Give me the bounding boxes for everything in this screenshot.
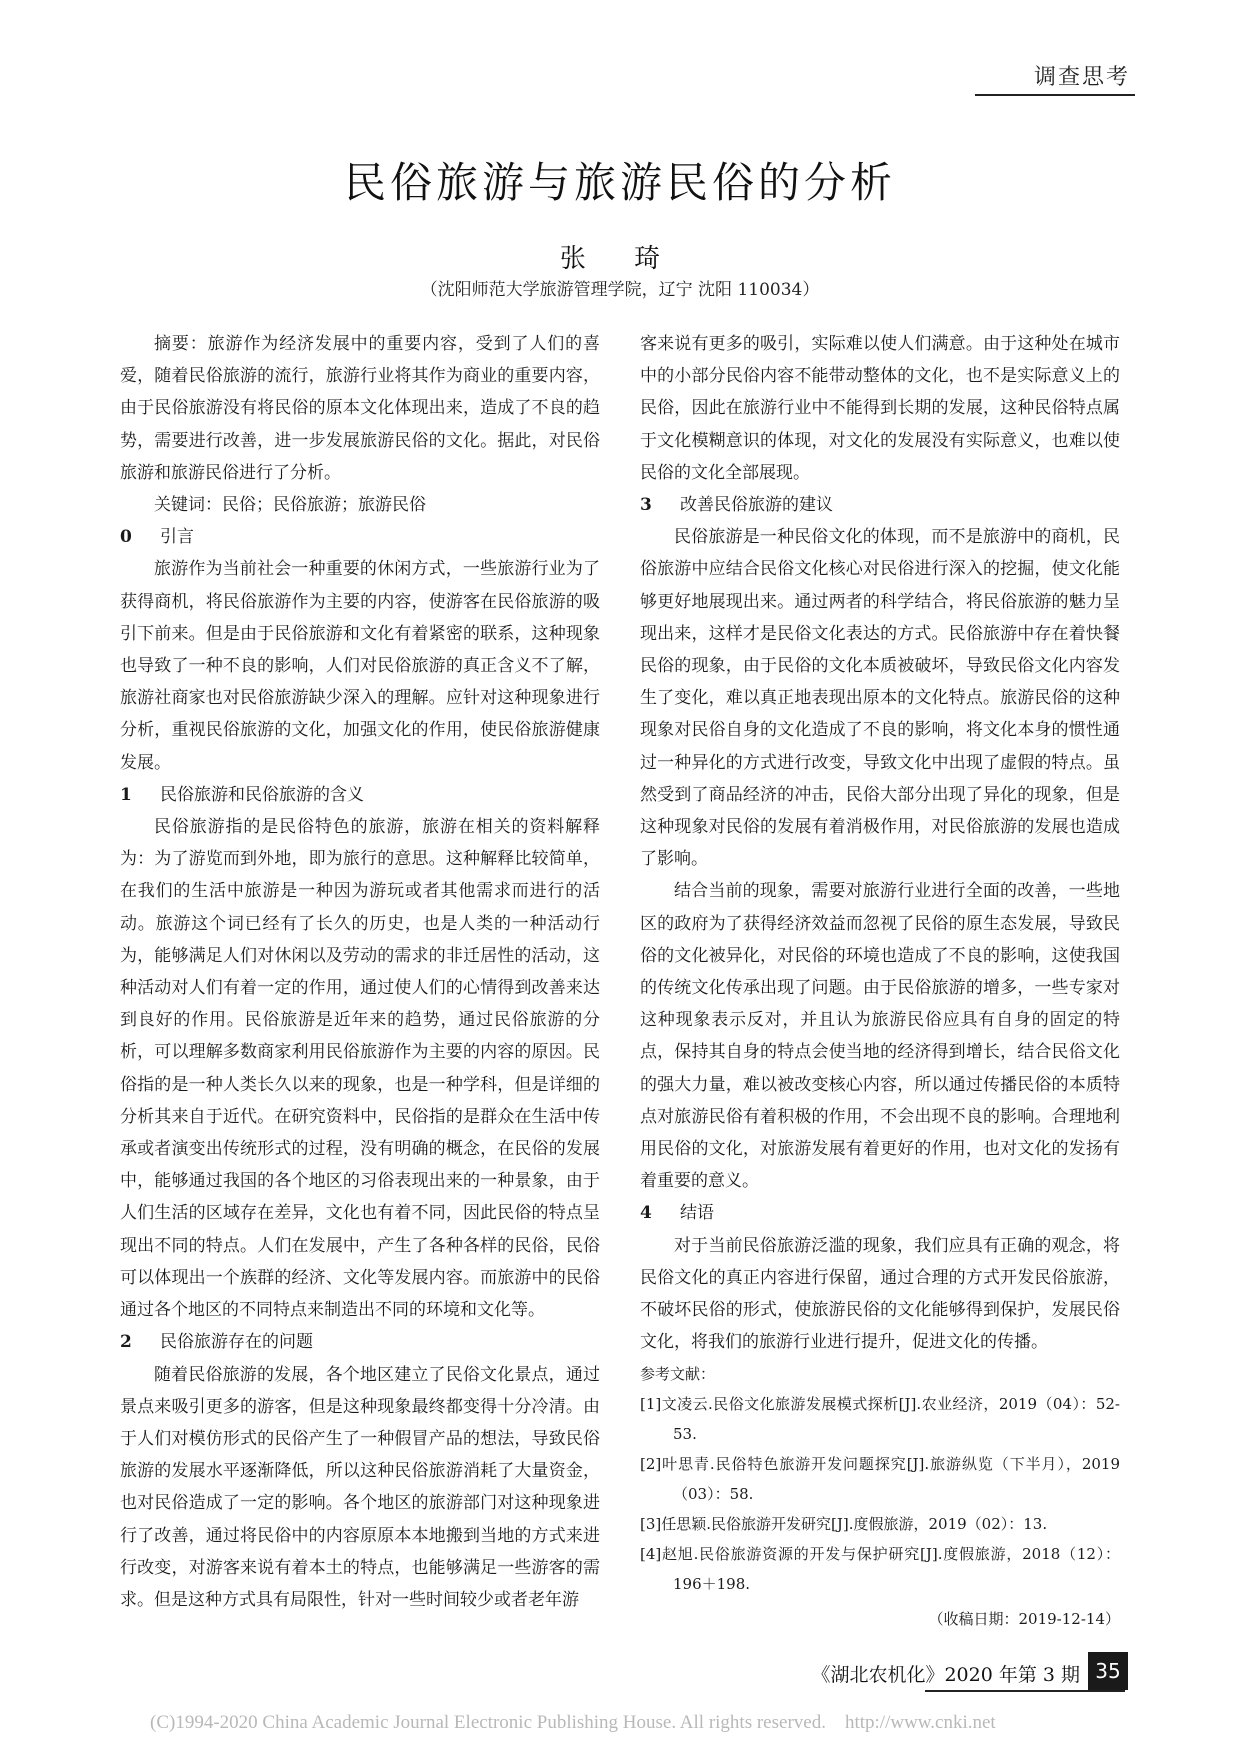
section-rule <box>975 94 1135 96</box>
section-paragraph-continued: 客来说有更多的吸引，实际难以使人们满意。由于这种处在城市中的小部分民俗内容不能带动整体的文化，也不是实际意义上的民俗，因此在旅游行业中不能得到长期的发展，这种民俗特点属于文化模糊意识的体现，对文化的发展没有实际意义，也难以使民俗的文化全部展现。 <box>640 334 1120 483</box>
section-heading-1 <box>120 779 600 811</box>
page-number: 35 <box>1088 1652 1128 1690</box>
section-title: 引言 <box>160 527 194 548</box>
article-title: 民俗旅游与旅游民俗的分析 <box>343 158 896 207</box>
references-heading: 参考文献： <box>640 1364 716 1383</box>
section-number: 0 <box>120 527 132 548</box>
section-paragraph: 民俗旅游指的是民俗特色的旅游，旅游在相关的资料解释为：为了游览而到外地，即为旅行的意思。这种解释比较简单，在我们的生活中旅游是一种因为游玩或者其他需求而进行的活动。旅游这个词已经有了长久的历史，也是人类的一种活动行为，能够满足人们对休闲以及劳动的需求的非迁居性的活动，这种活动对人们有着一定的作用，通过使人们的心情得到改善来达到良好的作用。民俗旅游是近年来的趋势，通过民俗旅游的分析，可以理解多数商家利用民俗旅游作为主要的内容的原因。民俗指的是一种人类长久以来的现象，也是一种学科，但是详细的分析其来自于近代。在研究资料中，民俗指的是群众在生活中传承或者演变出传统形式的过程，没有明确的概念，在民俗的发展中，能够通过我国的各个地区的习俗表现出来的一种景象，由于人们生活的区域存在差异，文化也有着不同，因此民俗的特点呈现出不同的特点。人们在发展中，产生了各种各样的民俗，民俗可以体现出一个族群的经济、文化等发展内容。而旅游中的民俗通过各个地区的不同特点来制造出不同的环境和文化等。 <box>120 817 600 1321</box>
author-affiliation: （沈阳师范大学旅游管理学院，辽宁 沈阳 110034） <box>420 280 820 300</box>
author-name: 张 琦 <box>559 244 681 274</box>
section-tag: 调查思考 <box>1033 65 1130 90</box>
reference-item: [1]文凌云.民俗文化旅游发展模式探析[J].农业经济，2019（04）：52-53. <box>640 1394 1120 1443</box>
section-paragraph: 旅游作为当前社会一种重要的休闲方式，一些旅游行业为了获得商机，将民俗旅游作为主要的内容，使游客在民俗旅游的吸引下前来。但是由于民俗旅游和文化有着紧密的联系，这种现象也导致了一种不良的影响，人们对民俗旅游的真正含义不了解，旅游社商家也对民俗旅游缺少深入的理解。应针对这种现象进行分析，重视民俗旅游的文化，加强文化的作用，使民俗旅游健康发展。 <box>120 559 600 773</box>
section-title: 民俗旅游和民俗旅游的含义 <box>160 784 364 805</box>
section-heading-3 <box>640 489 1120 521</box>
section-title: 结语 <box>680 1203 714 1224</box>
section-paragraph-split: 随着民俗旅游的发展，各个地区建立了民俗文化景点，通过景点来吸引更多的游客，但是这种现象最终都变得十分冷清。由于人们对模仿形式的民俗产生了一种假冒产品的想法，导致民俗旅游的发展水平逐渐降低，所以这种民俗旅游消耗了大量资金，也对民俗造成了一定的影响。各个地区的旅游部门对这种现象进行了改善，通过将民俗中的内容原原本本地搬到当地的方式来进行改变，对游客来说有着本土的特点，也能够满足一些游客的需求。但是这种方式具有局限性，针对一些时间较少或者老年游 <box>120 1364 600 1610</box>
section-heading-4 <box>640 1197 1120 1229</box>
section-number: 2 <box>120 1332 132 1353</box>
section-number: 3 <box>640 495 652 516</box>
section-number: 1 <box>120 784 132 805</box>
right-column <box>640 328 1120 1635</box>
received-date: （收稿日期：2019-12-14） <box>928 1609 1120 1628</box>
reference-item: [2]叶思青.民俗特色旅游开发问题探究[J].旅游纵览（下半月），2019（03）：58. <box>640 1454 1120 1503</box>
section-heading-2 <box>120 1326 600 1358</box>
journal-footer: 《湖北农机化》2020 年第 3 期 <box>811 1664 1080 1686</box>
footer-rule <box>925 1690 1125 1692</box>
reference-item: [3]任思颖.民俗旅游开发研究[J].度假旅游，2019（02）：13. <box>640 1514 1048 1533</box>
abstract: 摘要：旅游作为经济发展中的重要内容，受到了人们的喜爱，随着民俗旅游的流行，旅游行业将其作为商业的重要内容，由于民俗旅游没有将民俗的原本文化体现出来，造成了不良的趋势，需要进行改善，进一步发展旅游民俗的文化。据此，对民俗旅游和旅游民俗进行了分析。 <box>120 334 600 483</box>
section-title: 改善民俗旅游的建议 <box>680 495 833 516</box>
keywords: 关键词：民俗；民俗旅游；旅游民俗 <box>154 495 426 516</box>
section-paragraph: 民俗旅游是一种民俗文化的体现，而不是旅游中的商机，民俗旅游中应结合民俗文化核心对民俗进行深入的挖掘，使文化能够更好地展现出来。通过两者的科学结合，将民俗旅游的魅力呈现出来，这样才是民俗文化表达的方式。民俗旅游中存在着快餐民俗的现象，由于民俗的文化本质被破坏，导致民俗文化内容发生了变化，难以真正地表现出原本的文化特点。旅游民俗的这种现象对民俗自身的文化造成了不良的影响，将文化本身的惯性通过一种异化的方式进行改变，导致文化中出现了虚假的特点。虽然受到了商品经济的冲击，民俗大部分出现了异化的现象，但是这种现象对民俗的发展有着消极作用，对民俗旅游的发展也造成了影响。 <box>640 527 1120 870</box>
left-column <box>120 328 600 1616</box>
section-paragraph: 对于当前民俗旅游泛滥的现象，我们应具有正确的观念，将民俗文化的真正内容进行保留，通过合理的方式开发民俗旅游，不破坏民俗的形式，使旅游民俗的文化能够得到保护，发展民俗文化，将我们的旅游行业进行提升，促进文化的传播。 <box>640 1235 1120 1353</box>
section-paragraph: 结合当前的现象，需要对旅游行业进行全面的改善，一些地区的政府为了获得经济效益而忽视了民俗的原生态发展，导致民俗的文化被异化，对民俗的环境也造成了不良的影响，这使我国的传统文化传承出现了问题。由于民俗旅游的增多，一些专家对这种现象表示反对，并且认为旅游民俗应具有自身的固定的特点，保持其自身的特点会使当地的经济得到增长，结合民俗文化的强大力量，难以被改变核心内容，所以通过传播民俗的本质特点对旅游民俗有着积极的作用，不会出现不良的影响。合理地利用民俗的文化，对旅游发展有着更好的作用，也对文化的发扬有着重要的意义。 <box>640 881 1120 1192</box>
reference-item: [4]赵旭.民俗旅游资源的开发与保护研究[J].度假旅游，2018（12）：196＋198. <box>640 1544 1120 1593</box>
section-heading-0 <box>120 521 600 553</box>
copyright-watermark: (C)1994-2020 China Academic Journal Electronic Publishing House. All rights reserved. http://www.cnki.net <box>150 1712 996 1733</box>
section-number: 4 <box>640 1203 652 1224</box>
section-title: 民俗旅游存在的问题 <box>160 1332 313 1353</box>
